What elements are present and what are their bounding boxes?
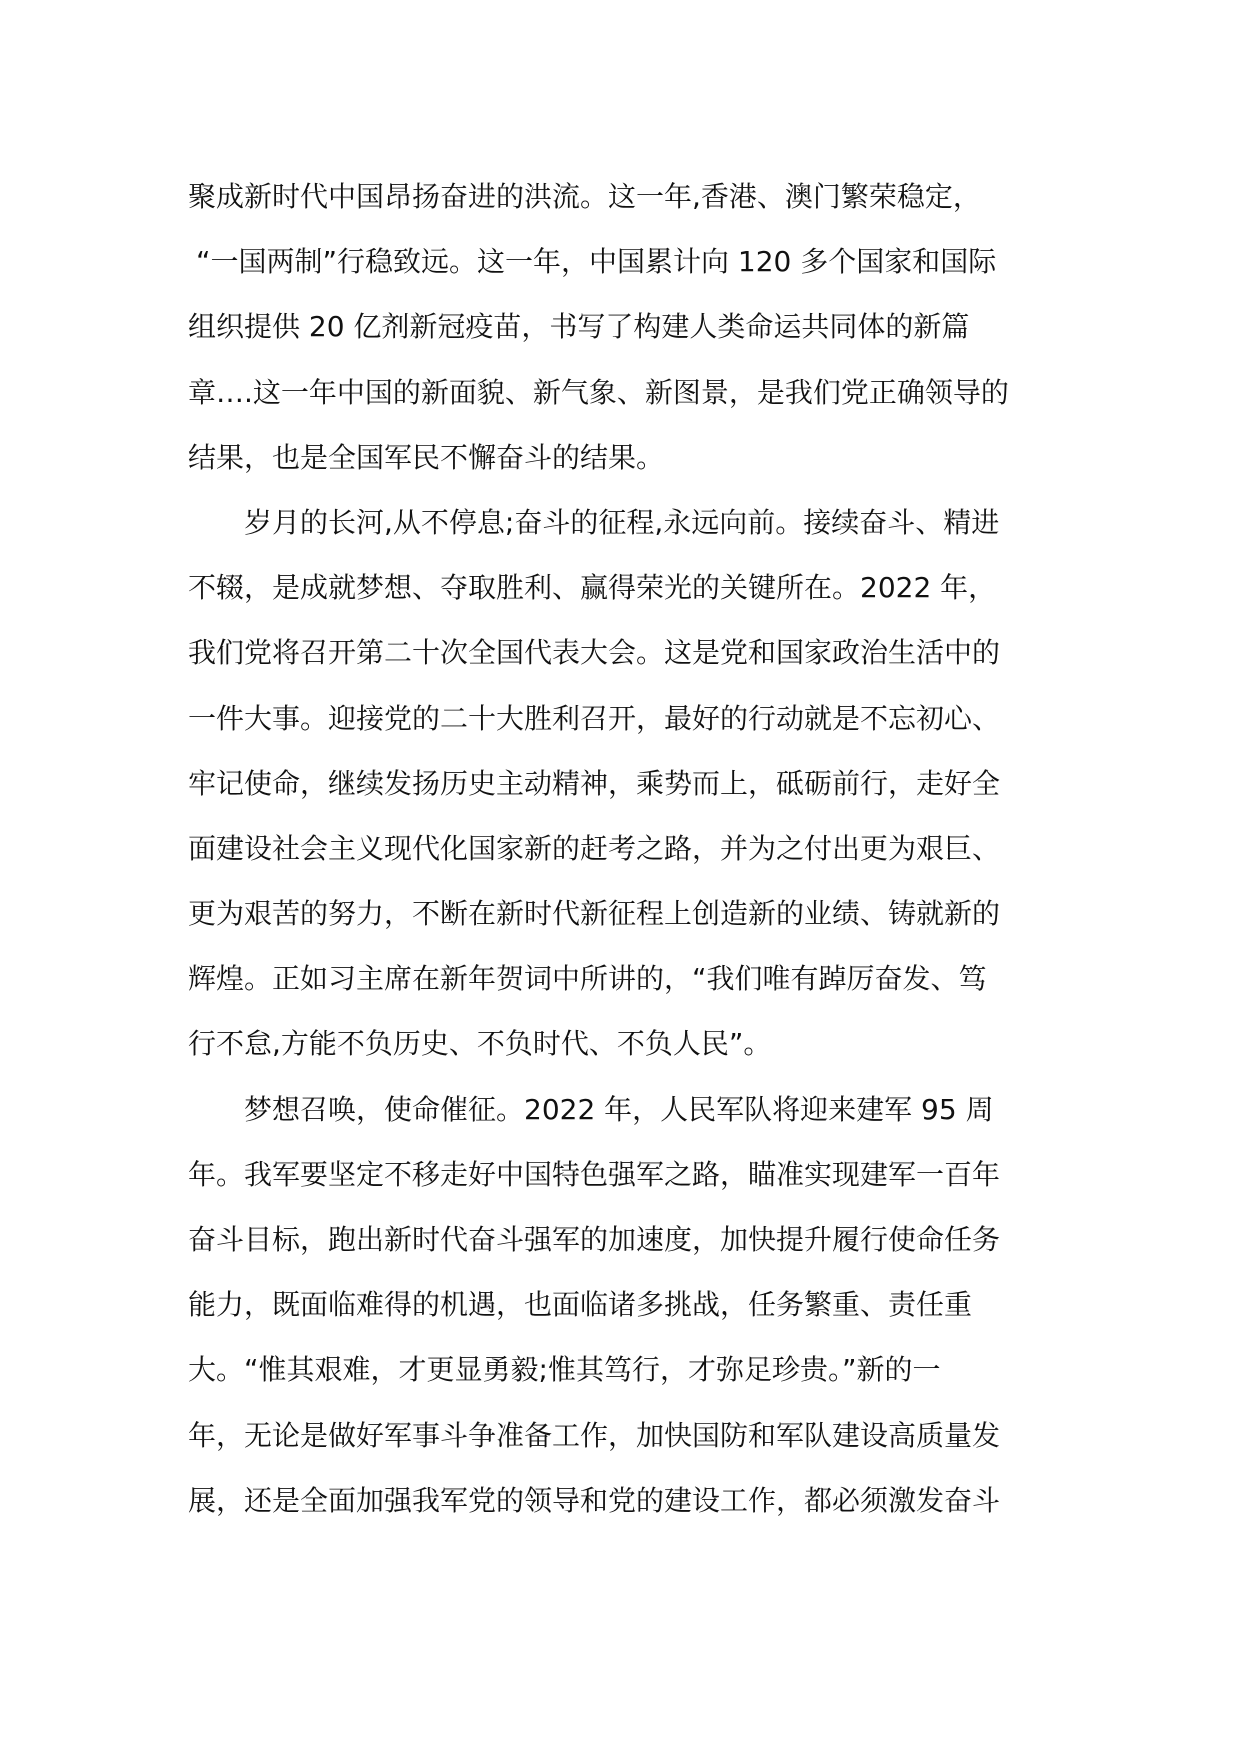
text-line: 牢记使命，继续发扬历史主动精神，乘势而上，砥砺前行，走好全 — [188, 766, 1001, 800]
paragraph-start-line: 梦想召唤，使命催征。2022 年，人民军队将迎来建军 95 周 — [244, 1092, 994, 1126]
text-line: 结果，也是全国军民不懈奋斗的结果。 — [188, 440, 665, 474]
text-line: 不辍，是成就梦想、夺取胜利、赢得荣光的关键所在。2022 年， — [188, 571, 997, 605]
text-line: 面建设社会主义现代化国家新的赶考之路，并为之付出更为艰巨、 — [188, 831, 1001, 865]
text-line: 辉煌。正如习主席在新年贺词中所讲的，“我们唯有踔厉奋发、笃 — [188, 962, 987, 996]
body-text — [188, 164, 1068, 1533]
text-line: 展，还是全面加强我军党的领导和党的建设工作，都必须激发奋斗 — [188, 1483, 1001, 1517]
paragraph-start-line: 岁月的长河,从不停息;奋斗的征程,永远向前。接续奋斗、精进 — [244, 505, 1000, 539]
text-line: 组织提供 20 亿剂新冠疫苗，书写了构建人类命运共同体的新篇 — [188, 310, 970, 344]
text-line: 年，无论是做好军事斗争准备工作，加快国防和军队建设高质量发 — [188, 1418, 1001, 1452]
text-line: 我们党将召开第二十次全国代表大会。这是党和国家政治生活中的 — [188, 636, 1001, 670]
text-line: 大。“惟其艰难，才更显勇毅;惟其笃行，才弥足珍贵。”新的一 — [188, 1353, 941, 1387]
text-line: “一国两制”行稳致远。这一年，中国累计向 120 多个国家和国际 — [196, 245, 997, 279]
text-line: 奋斗目标，跑出新时代奋斗强军的加速度，加快提升履行使命任务 — [188, 1223, 1001, 1256]
text-line: 聚成新时代中国昂扬奋进的洪流。这一年,香港、澳门繁荣稳定， — [188, 180, 981, 213]
text-line: 年。我军要坚定不移走好中国特色强军之路，瞄准实现建军一百年 — [188, 1157, 1001, 1191]
text-line: 行不怠,方能不负历史、不负时代、不负人民”。 — [188, 1027, 772, 1061]
text-line: 能力，既面临难得的机遇，也面临诸多挑战，任务繁重、责任重 — [188, 1288, 973, 1322]
text-line: 更为艰苦的努力，不断在新时代新征程上创造新的业绩、铸就新的 — [188, 897, 1001, 931]
text-line: 章….这一年中国的新面貌、新气象、新图景，是我们党正确领导的 — [188, 375, 1009, 409]
text-line: 一件大事。迎接党的二十大胜利召开，最好的行动就是不忘初心、 — [188, 701, 1001, 735]
